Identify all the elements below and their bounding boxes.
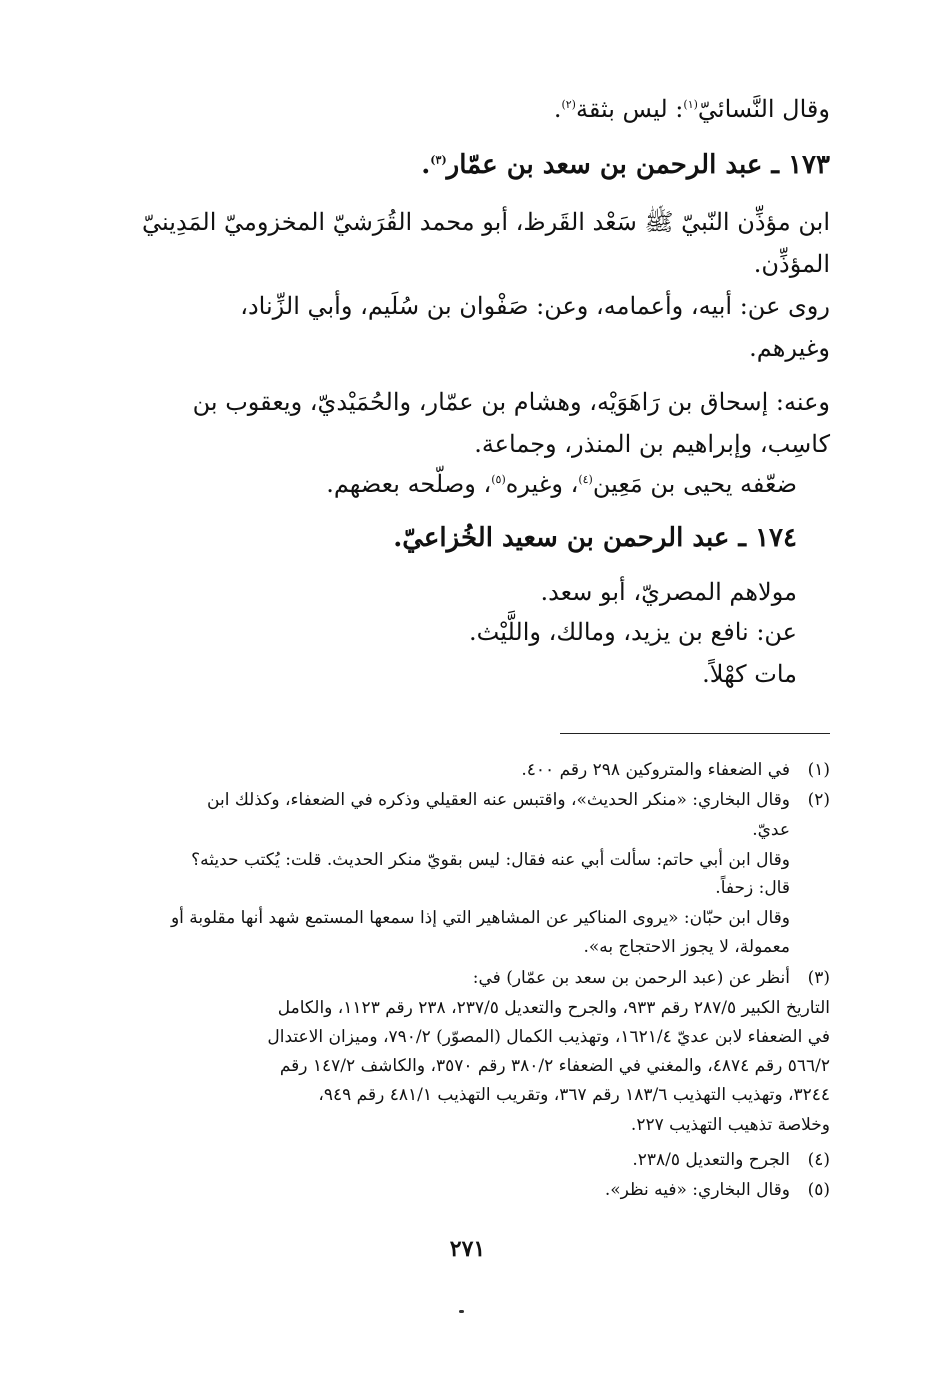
text: : ليس بثقة bbox=[575, 95, 684, 123]
footnote-number: (٤) bbox=[807, 1150, 830, 1170]
footnote-text: وقال البخاري: «فيه نظر». bbox=[604, 1180, 790, 1200]
footnote-text: أنظر عن (عبد الرحمن بن سعد بن عمّار) في: bbox=[472, 968, 790, 988]
footnote-1 bbox=[105, 760, 830, 780]
text-line bbox=[105, 95, 830, 123]
footnote-line: وقال ابن أبي حاتم: سألت أبي عنه فقال: ليس بقويّ منكر الحديث. قلت: يُكتب حديثه؟ bbox=[191, 850, 790, 870]
footnote-line: قال: زحفاً. bbox=[715, 878, 790, 898]
footnote-separator bbox=[560, 733, 830, 734]
footnote-line: ٥٦٦/٢ رقم ٤٨٧٤، والمغني في الضعفاء ٣٨٠/٢ رقم ٣٥٧٠، والكاشف ١٤٧/٢ رقم bbox=[279, 1056, 830, 1076]
footnote-number: (١) bbox=[807, 760, 830, 780]
footnote-line: في الضعفاء لابن عديّ ١٦٢١/٤، وتهذيب الكمال (المصوّر) ٧٩٠/٢، وميزان الاعتدال bbox=[267, 1027, 830, 1047]
footnote-number: (٢) bbox=[807, 790, 830, 810]
text-line: وغيرهم. bbox=[749, 334, 830, 362]
footnote-line: ٣٢٤٤، وتهذيب التهذيب ١٨٣/٦ رقم ٣٦٧، وتقريب التهذيب ٤٨١/١ رقم ٩٤٩، bbox=[318, 1085, 830, 1105]
text-line: وعنه: إسحاق بن رَاهَوَيْه، وهشام بن عمّار، والحُمَيْديّ، ويعقوب بن bbox=[192, 388, 830, 416]
footnote-line: عديّ. bbox=[752, 820, 790, 840]
footnote-2 bbox=[105, 790, 830, 810]
footnote-5 bbox=[105, 1180, 830, 1200]
footnote-ref[interactable]: (٥) bbox=[491, 473, 506, 486]
text: ضعّفه يحيى بن مَعِين bbox=[592, 470, 797, 498]
footnote-text: الجرح والتعديل ٢٣٨/٥. bbox=[632, 1150, 790, 1170]
text: . bbox=[553, 95, 562, 123]
footnote-4 bbox=[105, 1150, 830, 1170]
footnote-ref[interactable]: (٢) bbox=[561, 98, 576, 111]
footnote-text: في الضعفاء والمتروكين ٢٩٨ رقم ٤٠٠. bbox=[521, 760, 790, 780]
footnote-line: معمولة، لا يجوز الاحتجاج به». bbox=[583, 937, 790, 957]
footnote-number: (٥) bbox=[807, 1180, 830, 1200]
footnote-number: (٣) bbox=[807, 968, 830, 988]
scan-speck bbox=[459, 1310, 464, 1313]
footnote-text: وقال البخاري: «منكر الحديث»، واقتبس عنه العقيلي وذكره في الضعفاء، وكذلك ابن bbox=[207, 790, 790, 810]
text-line bbox=[105, 470, 797, 498]
footnote-ref[interactable]: (١) bbox=[683, 98, 698, 111]
text: وقال النَّسائيّ bbox=[697, 95, 830, 123]
text-line: ابن مؤذِّن النّبيّ ﷺ سَعْد القَرظ، أبو محمد القُرَشيّ المخزوميّ المَدِينيّ bbox=[142, 208, 830, 236]
text-line: عن: نافع بن يزيد، ومالك، واللَّيْث. bbox=[469, 618, 797, 646]
text-line: المؤذِّن. bbox=[753, 250, 830, 278]
footnote-line: وخلاصة تذهيب التهذيب ٢٢٧. bbox=[630, 1115, 830, 1135]
entry-heading-174: ١٧٤ ـ عبد الرحمن بن سعيد الخُزاعيّ. bbox=[393, 523, 797, 553]
page-number: ٢٧١ bbox=[449, 1236, 486, 1262]
heading-text: ١٧٣ ـ عبد الرحمن بن سعد بن عمّار bbox=[446, 150, 830, 180]
text-line: كاسِب، وإبراهيم بن المنذر، وجماعة. bbox=[474, 430, 830, 458]
text: . bbox=[421, 150, 431, 180]
entry-heading-173 bbox=[105, 150, 830, 180]
footnote-line: وقال ابن حبّان: «يروى المناكير عن المشاهير التي إذا سمعها المستمع شهد أنها مقلوبة أو bbox=[170, 908, 790, 928]
text: ، وغيره bbox=[505, 470, 579, 498]
text-line: مات كهْلاً. bbox=[702, 660, 797, 688]
text-line: روى عن: أبيه، وأعمامه، وعن: صَفْوان بن سُلَيم، وأبي الزِّناد، bbox=[240, 292, 830, 320]
text-line: مولاهم المصريّ، أبو سعد. bbox=[540, 578, 797, 606]
footnote-line: التاريخ الكبير ٢٨٧/٥ رقم ٩٣٣، والجرح والتعديل ٢٣٧/٥، ٢٣٨ رقم ١١٢٣، والكامل bbox=[277, 998, 830, 1018]
footnote-3 bbox=[105, 968, 830, 988]
footnote-ref[interactable]: (٣) bbox=[430, 153, 447, 167]
text: ، وصلّحه بعضهم. bbox=[326, 470, 492, 498]
footnote-ref[interactable]: (٤) bbox=[578, 473, 593, 486]
